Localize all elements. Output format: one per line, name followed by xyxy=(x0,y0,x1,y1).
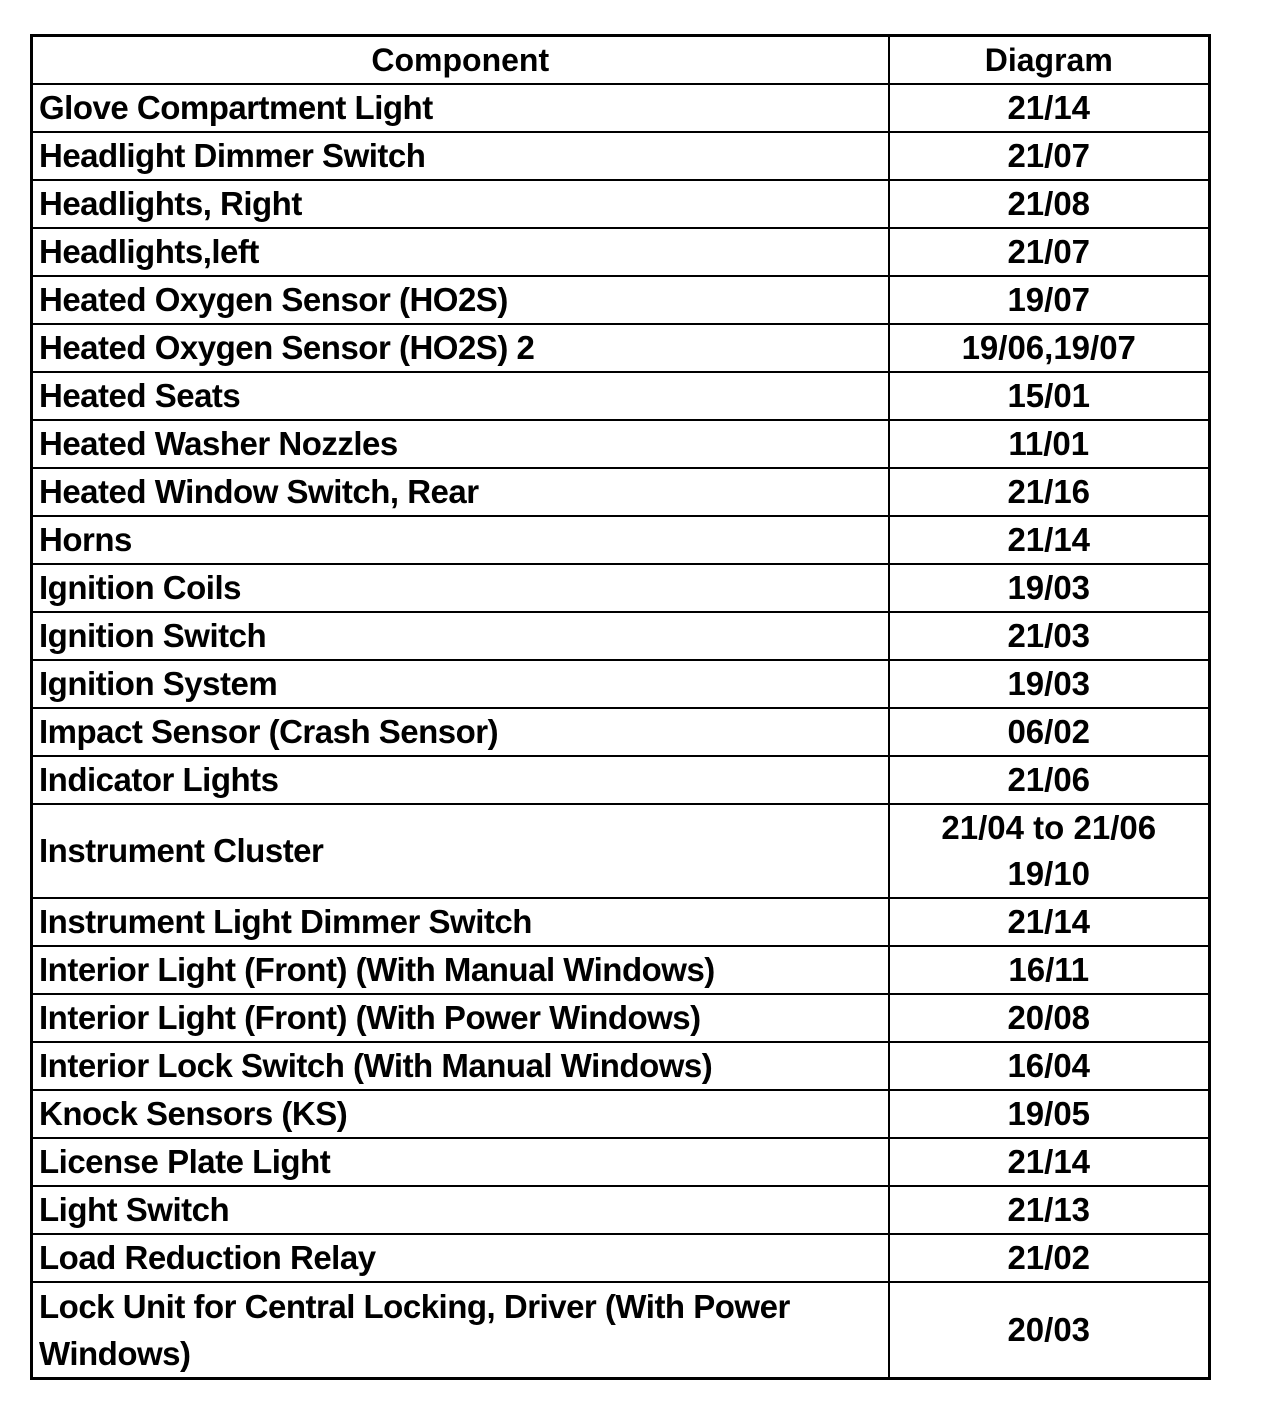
component-cell: Indicator Lights xyxy=(32,756,889,804)
table-row xyxy=(32,132,1210,180)
component-cell: Load Reduction Relay xyxy=(32,1234,889,1282)
table-row xyxy=(32,1042,1210,1090)
diagram-ref: 19/05 xyxy=(1007,1095,1091,1132)
component-cell: Headlights, Right xyxy=(32,180,889,228)
component-cell: Light Switch xyxy=(32,1186,889,1234)
component-cell: Glove Compartment Light xyxy=(32,84,889,132)
component-cell: Heated Oxygen Sensor (HO2S) xyxy=(32,276,889,324)
diagram-cell xyxy=(889,372,1210,420)
diagram-cell xyxy=(889,132,1210,180)
diagram-ref: 21/02 xyxy=(1007,1239,1091,1276)
component-cell: Instrument Light Dimmer Switch xyxy=(32,898,889,946)
table-row xyxy=(32,1138,1210,1186)
table-row xyxy=(32,84,1210,132)
diagram-ref: 21/14 xyxy=(1007,521,1091,558)
table-row xyxy=(32,804,1210,898)
component-cell: Heated Washer Nozzles xyxy=(32,420,889,468)
diagram-cell xyxy=(889,1042,1210,1090)
component-index-table xyxy=(30,34,1211,1380)
component-cell: Headlights,left xyxy=(32,228,889,276)
diagram-cell xyxy=(889,994,1210,1042)
diagram-ref: 21/06 xyxy=(1007,761,1091,798)
component-cell: Interior Lock Switch (With Manual Windows) xyxy=(32,1042,889,1090)
diagram-ref: 19/03 xyxy=(1007,665,1091,702)
table-row xyxy=(32,228,1210,276)
diagram-cell xyxy=(889,660,1210,708)
diagram-ref: 21/04 to 21/06 xyxy=(941,809,1157,846)
diagram-ref: 20/03 xyxy=(1007,1311,1091,1348)
table-body xyxy=(32,84,1210,1379)
table-row xyxy=(32,708,1210,756)
component-cell: Heated Seats xyxy=(32,372,889,420)
diagram-cell xyxy=(889,612,1210,660)
diagram-ref: 16/11 xyxy=(1008,951,1090,988)
table-row xyxy=(32,1186,1210,1234)
diagram-cell xyxy=(889,1234,1210,1282)
table-row xyxy=(32,420,1210,468)
table-row xyxy=(32,180,1210,228)
component-cell: Knock Sensors (KS) xyxy=(32,1090,889,1138)
table-row xyxy=(32,276,1210,324)
diagram-ref: 21/07 xyxy=(1007,137,1091,174)
component-cell: Heated Oxygen Sensor (HO2S) 2 xyxy=(32,324,889,372)
diagram-cell xyxy=(889,324,1210,372)
diagram-cell xyxy=(889,708,1210,756)
table-row xyxy=(32,468,1210,516)
component-cell: Ignition System xyxy=(32,660,889,708)
table-row xyxy=(32,324,1210,372)
table-row xyxy=(32,564,1210,612)
diagram-ref: 21/13 xyxy=(1007,1191,1091,1228)
diagram-ref: 15/01 xyxy=(1007,377,1091,414)
table-row xyxy=(32,946,1210,994)
diagram-ref: 11/01 xyxy=(1008,425,1090,462)
table-row xyxy=(32,1282,1210,1379)
component-cell: Impact Sensor (Crash Sensor) xyxy=(32,708,889,756)
diagram-ref: 19/10 xyxy=(1007,855,1091,892)
diagram-ref: 20/08 xyxy=(1007,999,1091,1036)
diagram-column-header: Diagram xyxy=(889,36,1210,85)
diagram-cell xyxy=(889,898,1210,946)
component-cell: Ignition Switch xyxy=(32,612,889,660)
diagram-ref: 21/14 xyxy=(1007,1143,1091,1180)
component-cell: Ignition Coils xyxy=(32,564,889,612)
diagram-ref: 19/06,19/07 xyxy=(961,329,1136,366)
table-row xyxy=(32,1090,1210,1138)
diagram-ref: 19/03 xyxy=(1007,569,1091,606)
diagram-cell xyxy=(889,756,1210,804)
diagram-cell xyxy=(889,1138,1210,1186)
diagram-cell xyxy=(889,1186,1210,1234)
diagram-ref: 21/08 xyxy=(1007,185,1091,222)
component-cell: Lock Unit for Central Locking, Driver (With Power Windows) xyxy=(32,1282,889,1379)
component-cell: Headlight Dimmer Switch xyxy=(32,132,889,180)
diagram-cell xyxy=(889,276,1210,324)
component-cell: Horns xyxy=(32,516,889,564)
diagram-cell xyxy=(889,468,1210,516)
diagram-ref: 06/02 xyxy=(1007,713,1091,750)
diagram-cell xyxy=(889,180,1210,228)
component-column-header: Component xyxy=(32,36,889,85)
table-row xyxy=(32,756,1210,804)
table-row xyxy=(32,994,1210,1042)
table-row xyxy=(32,898,1210,946)
diagram-ref: 21/07 xyxy=(1007,233,1091,270)
diagram-ref: 21/16 xyxy=(1007,473,1091,510)
component-cell: License Plate Light xyxy=(32,1138,889,1186)
diagram-cell xyxy=(889,420,1210,468)
component-cell: Heated Window Switch, Rear xyxy=(32,468,889,516)
diagram-ref: 21/03 xyxy=(1007,617,1091,654)
diagram-ref: 16/04 xyxy=(1007,1047,1091,1084)
table-row xyxy=(32,372,1210,420)
table-row xyxy=(32,660,1210,708)
header-row xyxy=(32,36,1210,85)
diagram-cell xyxy=(889,516,1210,564)
diagram-cell xyxy=(889,804,1210,898)
diagram-ref: 19/07 xyxy=(1007,281,1091,318)
diagram-cell xyxy=(889,228,1210,276)
table-row xyxy=(32,612,1210,660)
table-row xyxy=(32,516,1210,564)
diagram-cell xyxy=(889,1090,1210,1138)
component-cell: Instrument Cluster xyxy=(32,804,889,898)
table-row xyxy=(32,1234,1210,1282)
component-cell: Interior Light (Front) (With Manual Windows) xyxy=(32,946,889,994)
diagram-cell xyxy=(889,84,1210,132)
diagram-cell xyxy=(889,946,1210,994)
diagram-ref: 21/14 xyxy=(1007,89,1091,126)
diagram-cell xyxy=(889,564,1210,612)
diagram-ref: 21/14 xyxy=(1007,903,1091,940)
component-cell: Interior Light (Front) (With Power Windows) xyxy=(32,994,889,1042)
diagram-cell xyxy=(889,1282,1210,1379)
